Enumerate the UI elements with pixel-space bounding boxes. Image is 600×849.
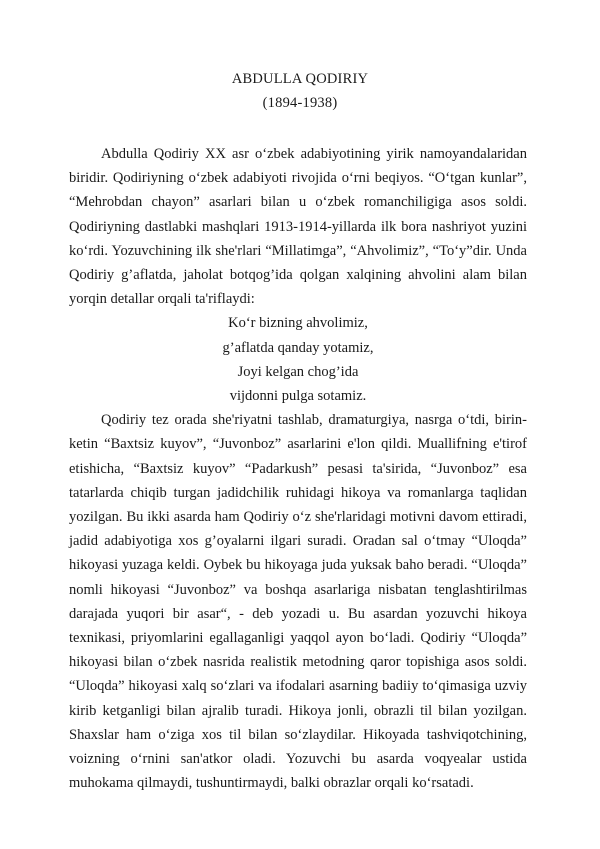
poem-line: Joyi kelgan chog’ida (237, 363, 359, 380)
poem-line: g’aflatda qanday yotamiz, (222, 339, 374, 356)
paragraph-intro: Abdulla Qodiriy XX asr o‘zbek adabiyotining yirik namoyandalaridan biridir. Qodiriyning o‘zbek adabiyoti rivojida o‘rni beqiyos. “O‘tgan kunlar”, “Mehrobdan chayon” asarlari bilan u o‘zbek romanchiligiga asos soldi. Qodiriyning dastlabki mashqlari 1913-1914-yillarda ilk bora nashriyot yuzini ko‘rdi. Yozuvchining ilk she'rlari “Millatimga”, “Ahvolimiz”, “To‘y”dir. Unda Qodiriy g’aflatda, jaholat botqog’ida qolgan xalqining ahvolini alam bilan yorqin detallar orqali ta'riflaydi: (69, 146, 527, 308)
page-title: ABDULLA QODIRIY (231, 71, 369, 87)
paragraph-main: Qodiriy tez orada she'riyatni tashlab, dramaturgiya, nasrga o‘tdi, birin-ketin “Baxtsiz kuyov”, “Juvonboz” asarlarini e'lon qildi. Muallifning e'tirof etishicha, “Baxtsiz kuyov” “Padarkush” pesasi ta'sirida, “Juvonboz” esa tatarlarda chiqib turgan jadidchilik ruhidagi hikoya va romanlarga taqlidan yozilgan. Bu ikki asarda ham Qodiriy o‘z she'rlaridagi motivni davom ettiradi, jadid adabiyotiga xos g’oyalarni ilgari suradi. Oradan sal o‘tmay “Uloqda” hikoyasi yuzaga keldi. Oybek bu hikoyaga juda yuksak baho beradi. “Uloqda” nomli hikoyasi “Juvonboz” va boshqa asarlariga nisbatan tenglashtirilmas darajada yuqori bir asar“, - deb yozadi u. Bu asardan yozuvchi hikoya texnikasi, priyomlarini egallaganligi yaqqol ayon bo‘ladi. Qodiriy “Uloqda” hikoyasi bilan o‘zbek nasrida realistik metodning qaror topishiga asos soldi. “Uloqda” hikoyasi xalq so‘zlari va ifodalari asarning badiiy to‘qimasiga uzviy kirib ketganligi bilan ajralib turadi. Hikoya jonli, obrazli til bilan yozilgan. Shaxslar ham o‘ziga xos til bilan so‘zlaydilar. Hikoyada tashviqotchining, voizning o‘rnini san'atkor oladi. Yozuvchi bu asarda voqyealar ustida muhokama qilmaydi, tushuntirmaydi, balki obrazlar orqali ko‘rsatadi. (69, 412, 527, 792)
poem-quote (69, 311, 527, 408)
author-years: (1894-1938) (262, 95, 338, 111)
poem-line: Ko‘r bizning ahvolimiz, (228, 315, 368, 332)
document-body (69, 142, 527, 795)
poem-line: vijdonni pulga sotamiz. (229, 388, 367, 405)
